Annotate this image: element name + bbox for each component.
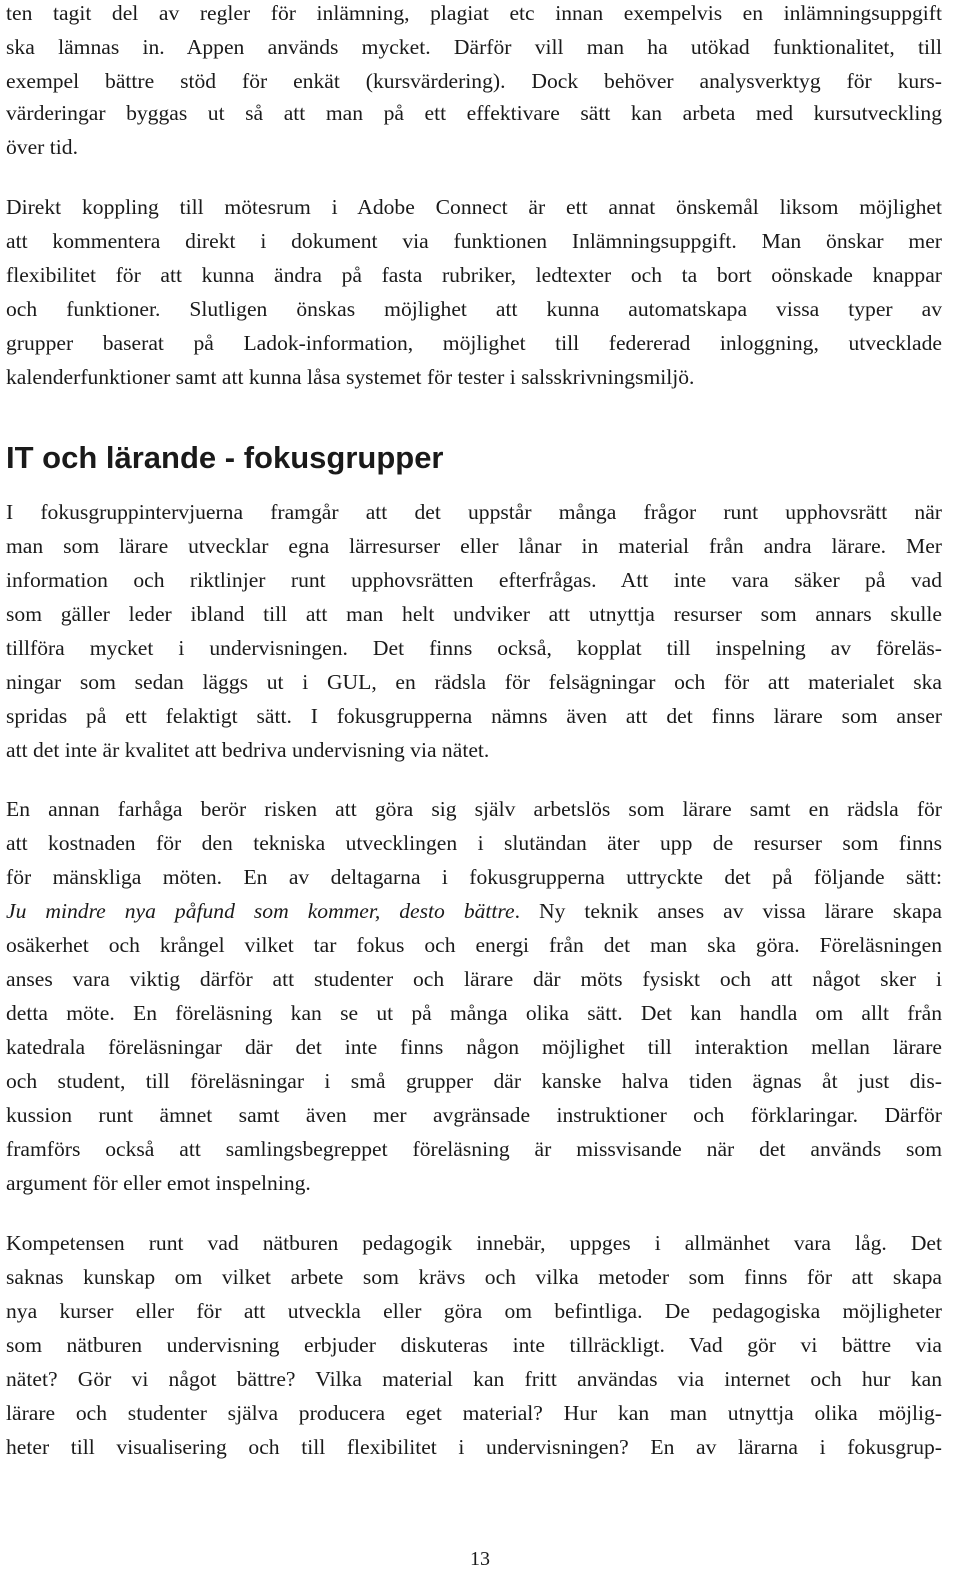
- paragraph-line: som nätburen undervisning erbjuder diskuteras inte tillräckligt. Vad gör vi bättre via: [6, 1333, 942, 1357]
- paragraph-line: katedrala föreläsningar där det inte finns någon möjlighet till interaktion mellan lärare: [6, 1035, 942, 1059]
- paragraph-line: heter till visualisering och till flexibilitet i undervisningen? En av lärarna i fokusgrup-: [6, 1435, 942, 1459]
- paragraph-line: En annan farhåga berör risken att göra sig själv arbetslös som lärare samt en rädsla för: [6, 797, 942, 821]
- paragraph-line: spridas på ett felaktigt sätt. I fokusgrupperna nämns även att det finns lärare som anser: [6, 704, 942, 728]
- paragraph-line: detta möte. En föreläsning kan se ut på många olika sätt. Det kan handla om allt från: [6, 1001, 942, 1025]
- paragraph-line: anses vara viktig därför att studenter och lärare där möts fysiskt och att något sker i: [6, 967, 942, 991]
- paragraph-line: och student, till föreläsningar i små grupper där kanske halva tiden ägnas åt just dis-: [6, 1069, 942, 1093]
- paragraph-line: flexibilitet för att kunna ändra på fasta rubriker, ledtexter och ta bort oönskade knappar: [6, 263, 942, 287]
- paragraph-line: och funktioner. Slutligen önskas möjlighet att kunna automatskapa vissa typer av: [6, 297, 942, 321]
- paragraph-line: osäkerhet och krångel vilket tar fokus och energi från det man ska göra. Föreläsningen: [6, 933, 942, 957]
- paragraph-line: nätet? Gör vi något bättre? Vilka material kan fritt användas via internet och hur kan: [6, 1367, 942, 1391]
- paragraph-line: nya kurser eller för att utveckla eller göra om befintliga. De pedagogiska möjligheter: [6, 1299, 942, 1323]
- paragraph-line: för mänskliga möten. En av deltagarna i fokusgrupperna uttryckte det på följande sätt:: [6, 865, 942, 889]
- paragraph-line: framförs också att samlingsbegreppet föreläsning är missvisande när det används som: [6, 1137, 942, 1161]
- paragraph-line: Kompetensen runt vad nätburen pedagogik innebär, uppges i allmänhet vara låg. Det: [6, 1231, 942, 1255]
- quote-continuation: . Ny teknik anses av vissa lärare skapa: [514, 899, 942, 923]
- section-heading: IT och lärande - fokusgrupper: [6, 440, 444, 475]
- paragraph-line: tillföra mycket i undervisningen. Det finns också, kopplat till inspelning av föreläs-: [6, 636, 942, 660]
- paragraph-line: I fokusgruppintervjuerna framgår att det uppstår många frågor runt upphovsrätt när: [6, 500, 942, 524]
- paragraph-line-quote: [6, 896, 942, 926]
- paragraph-line: att kostnaden för den tekniska utvecklingen i slutändan äter upp de resurser som finns: [6, 831, 942, 855]
- paragraph-line: grupper baserat på Ladok-information, möjlighet till federerad inloggning, utvecklade: [6, 331, 942, 355]
- paragraph-line: att det inte är kvalitet att bedriva undervisning via nätet.: [6, 738, 490, 762]
- paragraph-line: information och riktlinjer runt upphovsrätten efterfrågas. Att inte vara säker på vad: [6, 568, 942, 592]
- paragraph-line: ten tagit del av regler för inlämning, plagiat etc innan exempelvis en inlämningsuppgift: [6, 1, 942, 25]
- paragraph-line: kussion runt ämnet samt även mer avgränsade instruktioner och förklaringar. Därför: [6, 1103, 942, 1127]
- paragraph-line: exempel bättre stöd för enkät (kursvärdering). Dock behöver analysverktyg för kurs-: [6, 69, 942, 93]
- paragraph-line: kalenderfunktioner samt att kunna låsa systemet för tester i salsskrivningsmiljö.: [6, 365, 695, 389]
- paragraph-line: över tid.: [6, 135, 78, 159]
- paragraph-line: man som lärare utvecklar egna lärresurser eller lånar in material från andra lärare. Mer: [6, 534, 942, 558]
- paragraph-line: ska lämnas in. Appen används mycket. Därför vill man ha utökad funktionalitet, till: [6, 35, 942, 59]
- paragraph-line: lärare och studenter själva producera eget material? Hur kan man utnyttja olika möjlig-: [6, 1401, 942, 1425]
- paragraph-line: Direkt koppling till mötesrum i Adobe Connect är ett annat önskemål liksom möjlighet: [6, 195, 942, 219]
- page-number: 13: [470, 1548, 490, 1570]
- paragraph-line: ningar som sedan läggs ut i GUL, en rädsla för felsägningar och för att materialet ska: [6, 670, 942, 694]
- paragraph-line: värderingar byggas ut så att man på ett effektivare sätt kan arbeta med kursutveckling: [6, 101, 942, 125]
- paragraph-line: argument för eller emot inspelning.: [6, 1171, 311, 1195]
- paragraph-line: att kommentera direkt i dokument via funktionen Inlämningsuppgift. Man önskar mer: [6, 229, 942, 253]
- paragraph-line: saknas kunskap om vilket arbete som krävs och vilka metoder som finns för att skapa: [6, 1265, 942, 1289]
- paragraph-line: som gäller leder ibland till att man helt undviker att utnyttja resurser som annars skulle: [6, 602, 942, 626]
- quote-text: Ju mindre nya påfund som kommer, desto bättre: [6, 899, 515, 923]
